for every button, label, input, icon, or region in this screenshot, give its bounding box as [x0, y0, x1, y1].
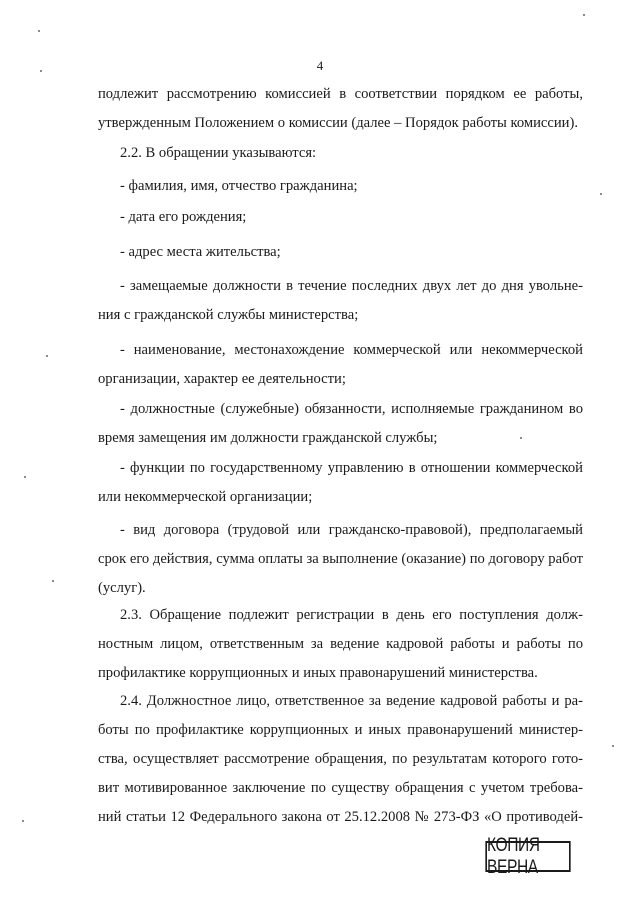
list-item [98, 238, 583, 267]
text-line: - замещаемые должности в течение последних двух лет до дня увольне- [120, 278, 583, 294]
scan-speck [22, 820, 24, 822]
text-line: - дата его рождения; [120, 209, 247, 225]
scan-speck [520, 437, 522, 439]
scan-speck [38, 30, 40, 32]
text-line: время замещения им должности гражданской службы; [98, 430, 438, 446]
list-item [98, 203, 583, 232]
text-line: 2.4. Должностное лицо, ответственное за ведение кадровой работы и ра- [120, 693, 583, 709]
list-item [98, 172, 583, 201]
scan-speck [583, 14, 585, 16]
text-line: ства, осуществляет рассмотрение обращения, по результатам которого гото- [98, 751, 583, 767]
list-item [98, 272, 583, 330]
scan-speck [52, 580, 54, 582]
list-item [98, 454, 583, 512]
scan-speck [24, 476, 26, 478]
text-line: подлежит рассмотрению комиссией в соответствии порядком ее работы, [98, 86, 583, 102]
text-line: или некоммерческой организации; [98, 489, 313, 505]
text-line: - фамилия, имя, отчество гражданина; [120, 178, 358, 194]
scan-speck [46, 355, 48, 357]
text-line: 2.3. Обращение подлежит регистрации в день его поступления долж- [120, 607, 583, 623]
section-2-2-heading [98, 139, 583, 168]
text-line: вит мотивированное заключение по существу обращения с учетом требова- [98, 780, 583, 796]
scan-speck [40, 70, 42, 72]
text-line: (услуг). [98, 580, 146, 596]
section-2-3-paragraph [98, 601, 583, 688]
text-line: 2.2. В обращении указываются: [120, 145, 317, 161]
page-number: 4 [316, 58, 324, 73]
scan-speck [600, 193, 602, 195]
section-2-4-paragraph [98, 687, 583, 832]
text-line: - должностные (служебные) обязанности, исполняемые гражданином во [120, 401, 583, 417]
text-line: утвержденным Положением о комиссии (далее – Порядок работы комиссии). [98, 115, 578, 131]
text-line: - функции по государственному управлению в отношении коммерческой [120, 460, 583, 476]
list-item [98, 516, 583, 603]
text-line: - наименование, местонахождение коммерческой или некоммерческой [120, 342, 583, 358]
certified-copy-stamp: КОПИЯ ВЕРНА [485, 841, 570, 872]
paragraph-continuation [98, 80, 583, 138]
text-line: профилактике коррупционных и иных правонарушений министерства. [98, 665, 538, 681]
text-line: боты по профилактике коррупционных и иных правонарушений министер- [98, 722, 583, 738]
text-line: ний статьи 12 Федерального закона от 25.12.2008 № 273-ФЗ «О противодей- [98, 809, 583, 825]
list-item [98, 336, 583, 394]
text-line: срок его действия, сумма оплаты за выполнение (оказание) по договору работ [98, 551, 583, 567]
list-item [98, 395, 583, 453]
text-line: - адрес места жительства; [120, 244, 281, 260]
text-line: - вид договора (трудовой или гражданско-правовой), предполагаемый [120, 522, 583, 538]
text-line: ния с гражданской службы министерства; [98, 307, 359, 323]
text-line: организации, характер ее деятельности; [98, 371, 346, 387]
scan-speck [612, 745, 614, 747]
text-line: ностным лицом, ответственным за ведение кадровой работы и работы по [98, 636, 583, 652]
